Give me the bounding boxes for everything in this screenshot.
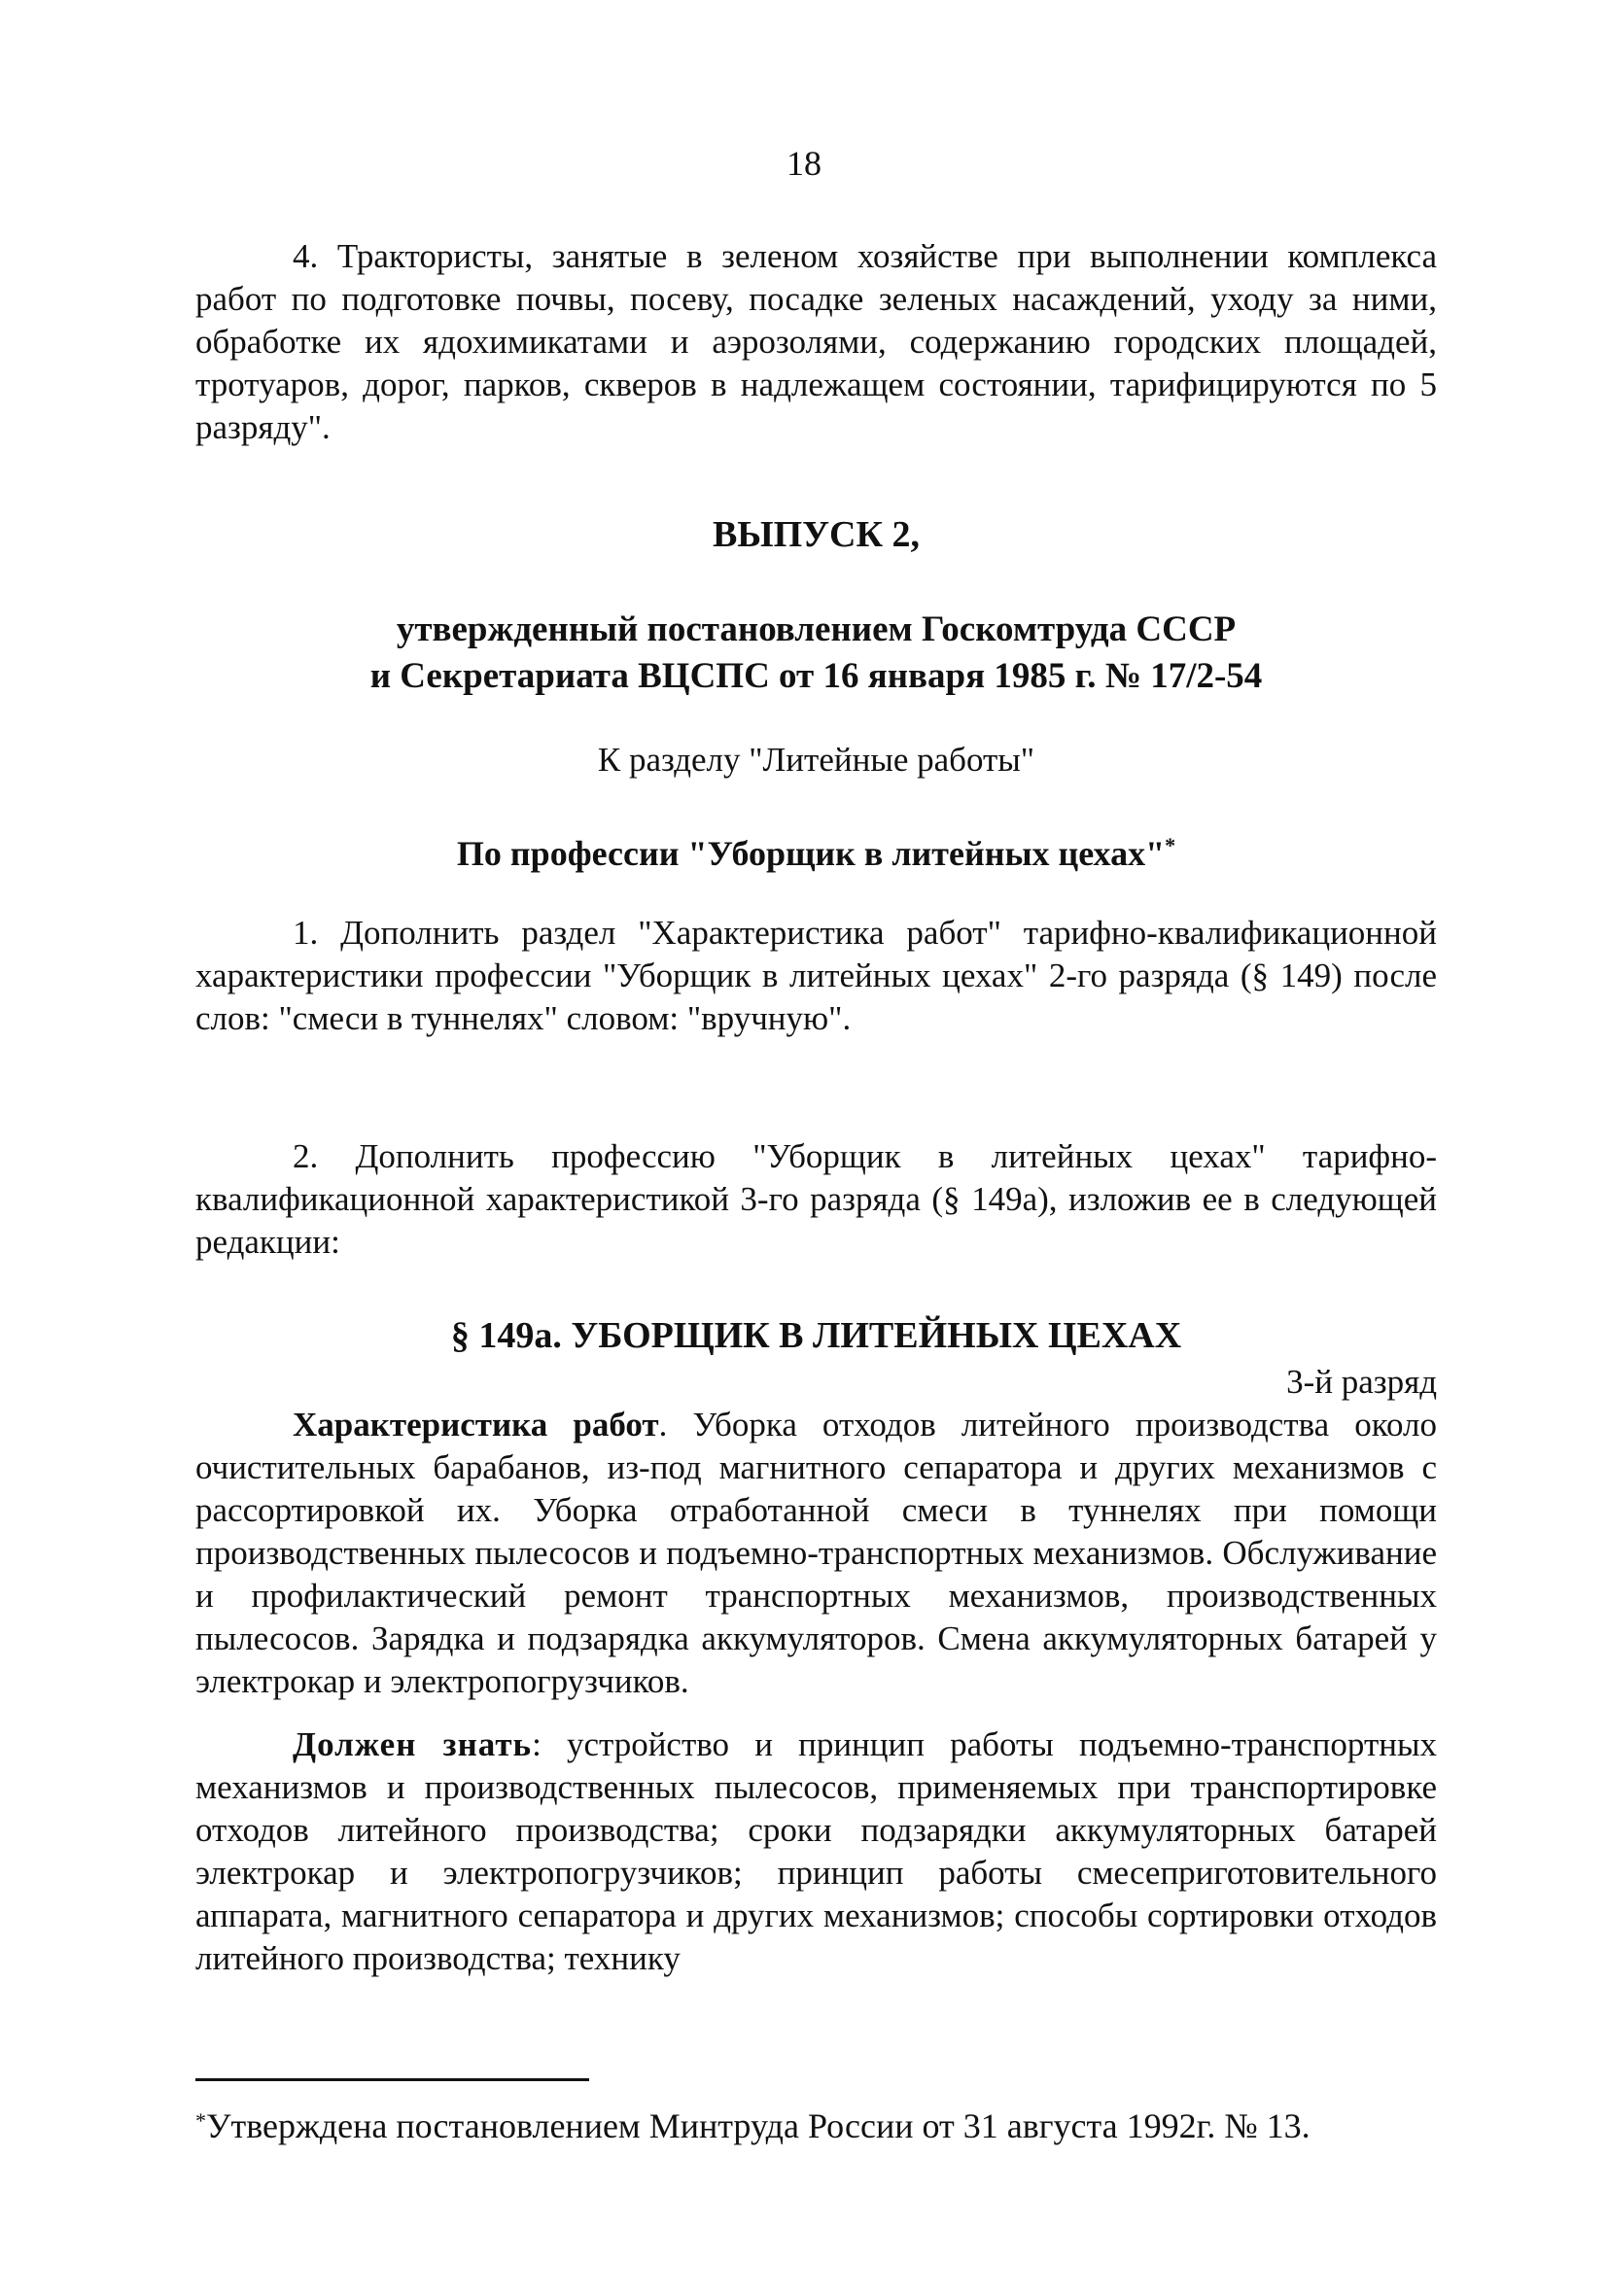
characteristic-text-block bbox=[195, 1404, 1437, 1703]
characteristic-paragraph bbox=[195, 1404, 1437, 1703]
paragraph-heading-block bbox=[195, 1314, 1437, 1357]
footnote-marker-bottom: * bbox=[195, 2108, 206, 2133]
footnote-marker: * bbox=[1165, 833, 1176, 857]
footnote-divider bbox=[195, 2078, 589, 2081]
characteristic-label: Характеристика работ bbox=[293, 1406, 659, 1444]
section-heading: К разделу "Литейные работы" bbox=[597, 741, 1035, 779]
profession-heading bbox=[195, 824, 1437, 875]
item-1-paragraph bbox=[195, 912, 1437, 1040]
item-2-paragraph bbox=[195, 1135, 1437, 1264]
footnote-text: Утверждена постановлением Минтруда России от 31 августа 1992г. № 13. bbox=[206, 2106, 1311, 2145]
issue-heading: ВЫПУСК 2, bbox=[712, 514, 921, 555]
item-4-paragraph bbox=[195, 235, 1437, 449]
must-know-text: : устройство и принцип работы подъемно-транспортных механизмов и производственных пылесосов, применяемых при транспортировке отходов литейного производства; сроки подзарядки аккумуляторных батарей электрокар и электропогрузчиков; принцип работы смесеприготовительного аппарата, магнитного сепаратора и других механизмов; способы сортировки отходов литейного производства; технику bbox=[195, 1725, 1437, 1977]
page-number: 18 bbox=[787, 144, 821, 183]
grade-block bbox=[195, 1361, 1437, 1404]
characteristic-text: . Уборка отходов литейного производства около очистительных барабанов, из-под магнитного сепаратора и других механизмов с рассортировкой их. Уборка отработанной смеси в туннелях при помощи производственных пылесосов и подъемно-транспортных механизмов. Обслуживание и профилактический ремонт транспортных механизмов, производственных пылесосов. Зарядка и подзарядка аккумуляторов. Смена аккумуляторных батарей у электрокар и электропогрузчиков. bbox=[195, 1406, 1438, 1700]
profession-heading-text: По профессии "Уборщик в литейных цехах" bbox=[456, 834, 1166, 873]
profession-heading-block bbox=[195, 824, 1437, 875]
section-heading-block bbox=[195, 739, 1437, 782]
item-4-text: 4. Трактористы, занятые в зеленом хозяйстве при выполнении комплекса работ по подготовке почвы, посеву, посадке зеленых насаждений, уходу за ними, обработке их ядохимикатами и аэрозолями, содержанию городских площадей, тротуаров, дорог, парков, скверов в надлежащем состоянии, тарифицируются по 5 разряду". bbox=[195, 237, 1437, 446]
item-1-text: 1. Дополнить раздел "Характеристика работ" тарифно-квалификационной характеристики профессии "Уборщик в литейных цехах" 2-го разряда (§ 149) после слов: "смеси в туннелях" словом: "вручную". bbox=[195, 914, 1437, 1037]
approval-line-1: утвержденный постановлением Госкомтруда СССР bbox=[396, 609, 1237, 649]
must-know-paragraph bbox=[195, 1723, 1437, 1980]
item-2-text: 2. Дополнить профессию "Уборщик в литейных цехах" тарифно-квалификационной характеристикой 3-го разряда (§ 149а), изложив ее в следующей редакции: bbox=[195, 1137, 1437, 1261]
approval-line-2: и Секретариата ВЦСПС от 16 января 1985 г. № 17/2-54 bbox=[369, 656, 1263, 696]
must-know-label: Должен знать bbox=[293, 1725, 533, 1763]
approval-heading-block bbox=[195, 607, 1437, 700]
must-know-text-block bbox=[195, 1723, 1437, 1980]
paragraph-heading: § 149а. УБОРЩИК В ЛИТЕЙНЫХ ЦЕХАХ bbox=[450, 1315, 1182, 1356]
footnote bbox=[195, 2100, 1437, 2147]
issue-heading-block bbox=[195, 513, 1437, 556]
grade-label: 3-й разряд bbox=[1286, 1363, 1437, 1401]
